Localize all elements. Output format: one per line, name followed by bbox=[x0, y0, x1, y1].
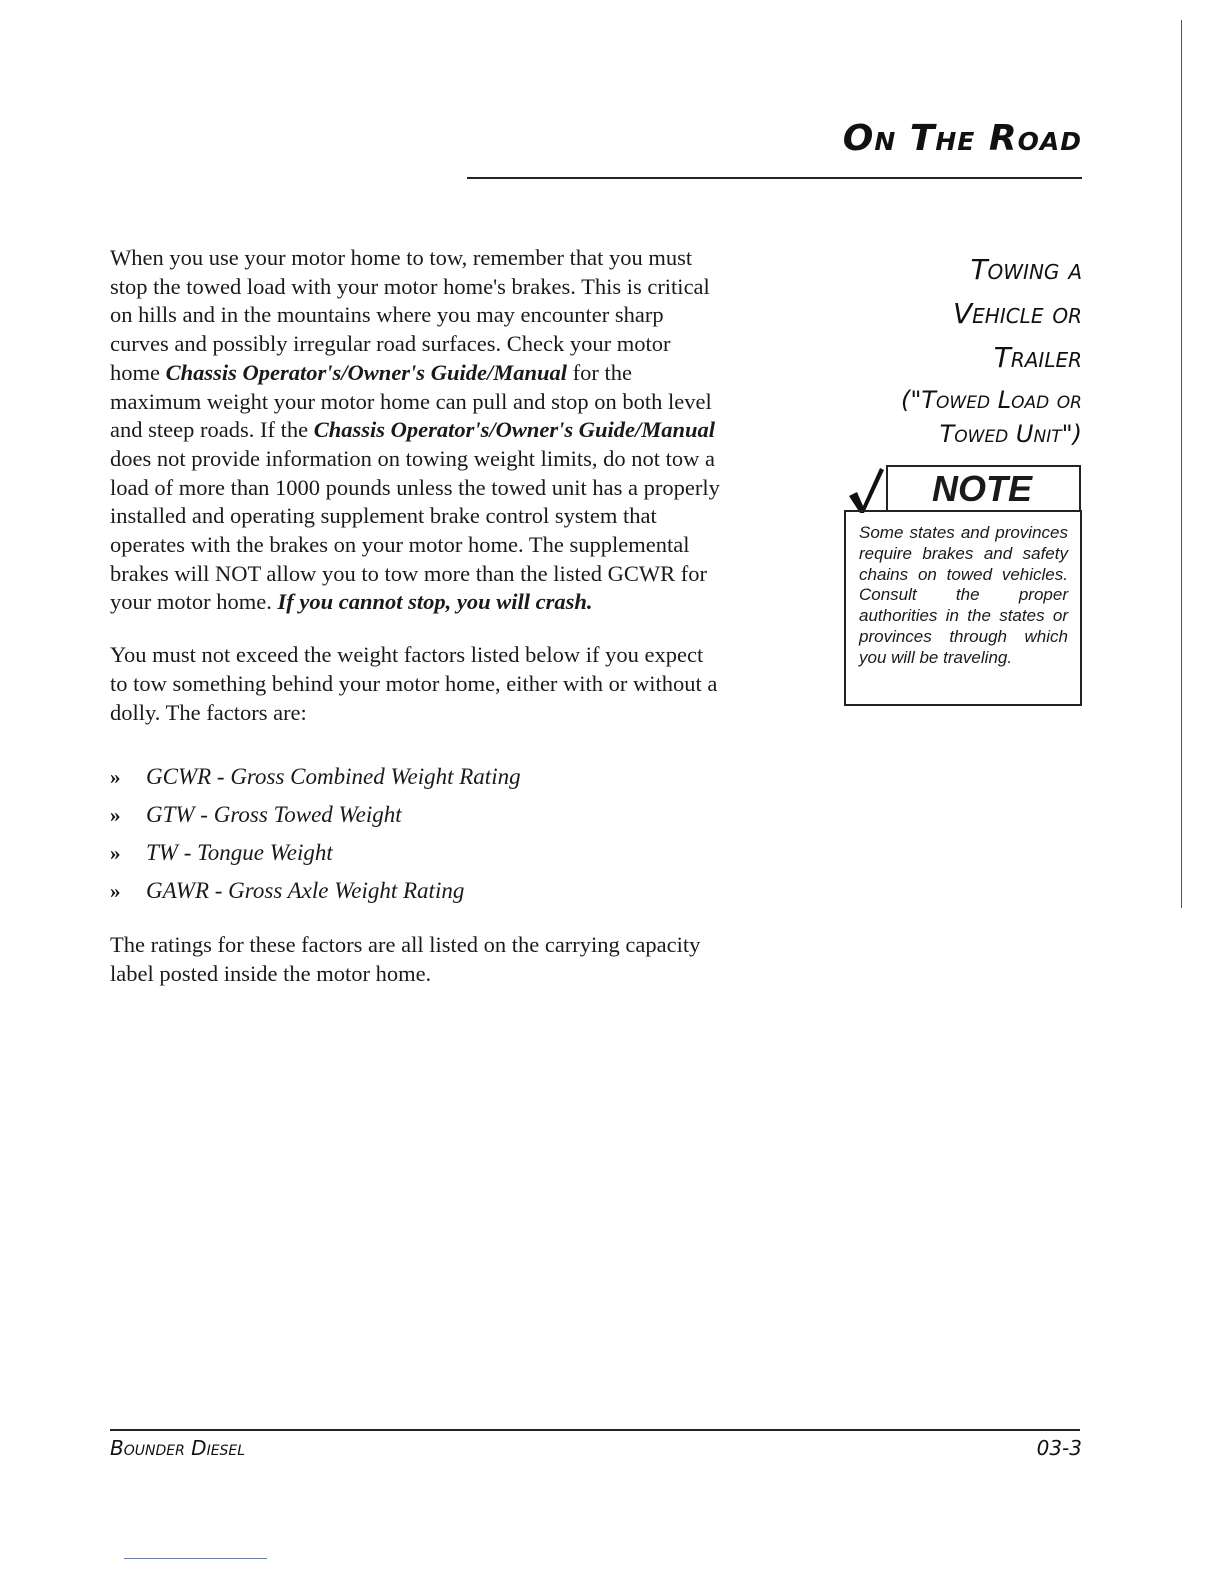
scan-artifact-line bbox=[124, 1558, 267, 1559]
main-text-column bbox=[110, 244, 720, 989]
bullet-icon: » bbox=[110, 803, 121, 828]
heading-line: Towing a bbox=[970, 253, 1082, 286]
manual-reference: Chassis Operator's/Owner's Guide/Manual bbox=[165, 359, 567, 385]
list-item bbox=[110, 865, 720, 917]
header-rule bbox=[467, 177, 1082, 179]
list-item-text: TW - Tongue Weight bbox=[146, 840, 333, 866]
heading-line: Vehicle or bbox=[952, 297, 1082, 330]
section-subheading bbox=[762, 383, 1082, 451]
warning-emphasis: If you cannot stop, you will crash. bbox=[277, 589, 593, 615]
manual-reference: Chassis Operator's/Owner's Guide/Manual bbox=[313, 417, 716, 443]
note-heading: NOTE bbox=[886, 465, 1081, 510]
text-run: does not provide information on towing weight limits, do not tow a load of more than 1000 pounds unless the towed unit has a properly installed and operating supplement brake control system that operates with the brakes on your motor home. The supplemental brakes will NOT allow you to tow more than the listed GCWR for your motor home. bbox=[110, 445, 720, 615]
heading-line: Trailer bbox=[993, 341, 1082, 374]
chapter-title: On The Road bbox=[842, 118, 1082, 159]
bullet-icon: » bbox=[110, 879, 121, 904]
footer-rule bbox=[110, 1429, 1080, 1431]
footer-manual-title: Bounder Diesel bbox=[110, 1436, 246, 1460]
subheading-line: Towed Unit") bbox=[939, 420, 1082, 448]
subheading-line: ("Towed Load or bbox=[900, 386, 1082, 414]
section-heading bbox=[782, 248, 1082, 380]
paragraph-towing-intro bbox=[110, 244, 720, 617]
checkmark-icon bbox=[846, 466, 886, 514]
page-number: 03-3 bbox=[1036, 1436, 1082, 1460]
list-item-text: GAWR - Gross Axle Weight Rating bbox=[146, 878, 465, 904]
weight-factor-list bbox=[110, 751, 720, 917]
note-box bbox=[844, 510, 1082, 706]
bullet-icon: » bbox=[110, 841, 121, 866]
paragraph-weight-factors: You must not exceed the weight factors listed below if you expect to tow something behind your motor home, either with or without a dolly. The factors are: bbox=[110, 642, 718, 725]
list-item-text: GTW - Gross Towed Weight bbox=[146, 802, 402, 828]
page-edge-rule bbox=[1181, 20, 1182, 908]
text-run: for the maximum weight your motor home can pull and stop on both level and steep roads. If the bbox=[110, 359, 712, 443]
text-run: When you use your motor home to tow, remember that you must stop the towed load with your motor home's brakes. This is critical on hills and in the mountains where you may encounter sharp curves and possibly irregular road surfaces. Check your motor home bbox=[110, 245, 710, 385]
list-item-text: GCWR - Gross Combined Weight Rating bbox=[146, 764, 521, 790]
note-text: Some states and provinces require brakes and safety chains on towed vehicles. Consult the proper authorities in the states or provinces through which you will be traveling. bbox=[859, 523, 1068, 667]
bullet-icon: » bbox=[110, 765, 121, 790]
paragraph-ratings-label: The ratings for these factors are all listed on the carrying capacity label posted inside the motor home. bbox=[110, 932, 701, 986]
